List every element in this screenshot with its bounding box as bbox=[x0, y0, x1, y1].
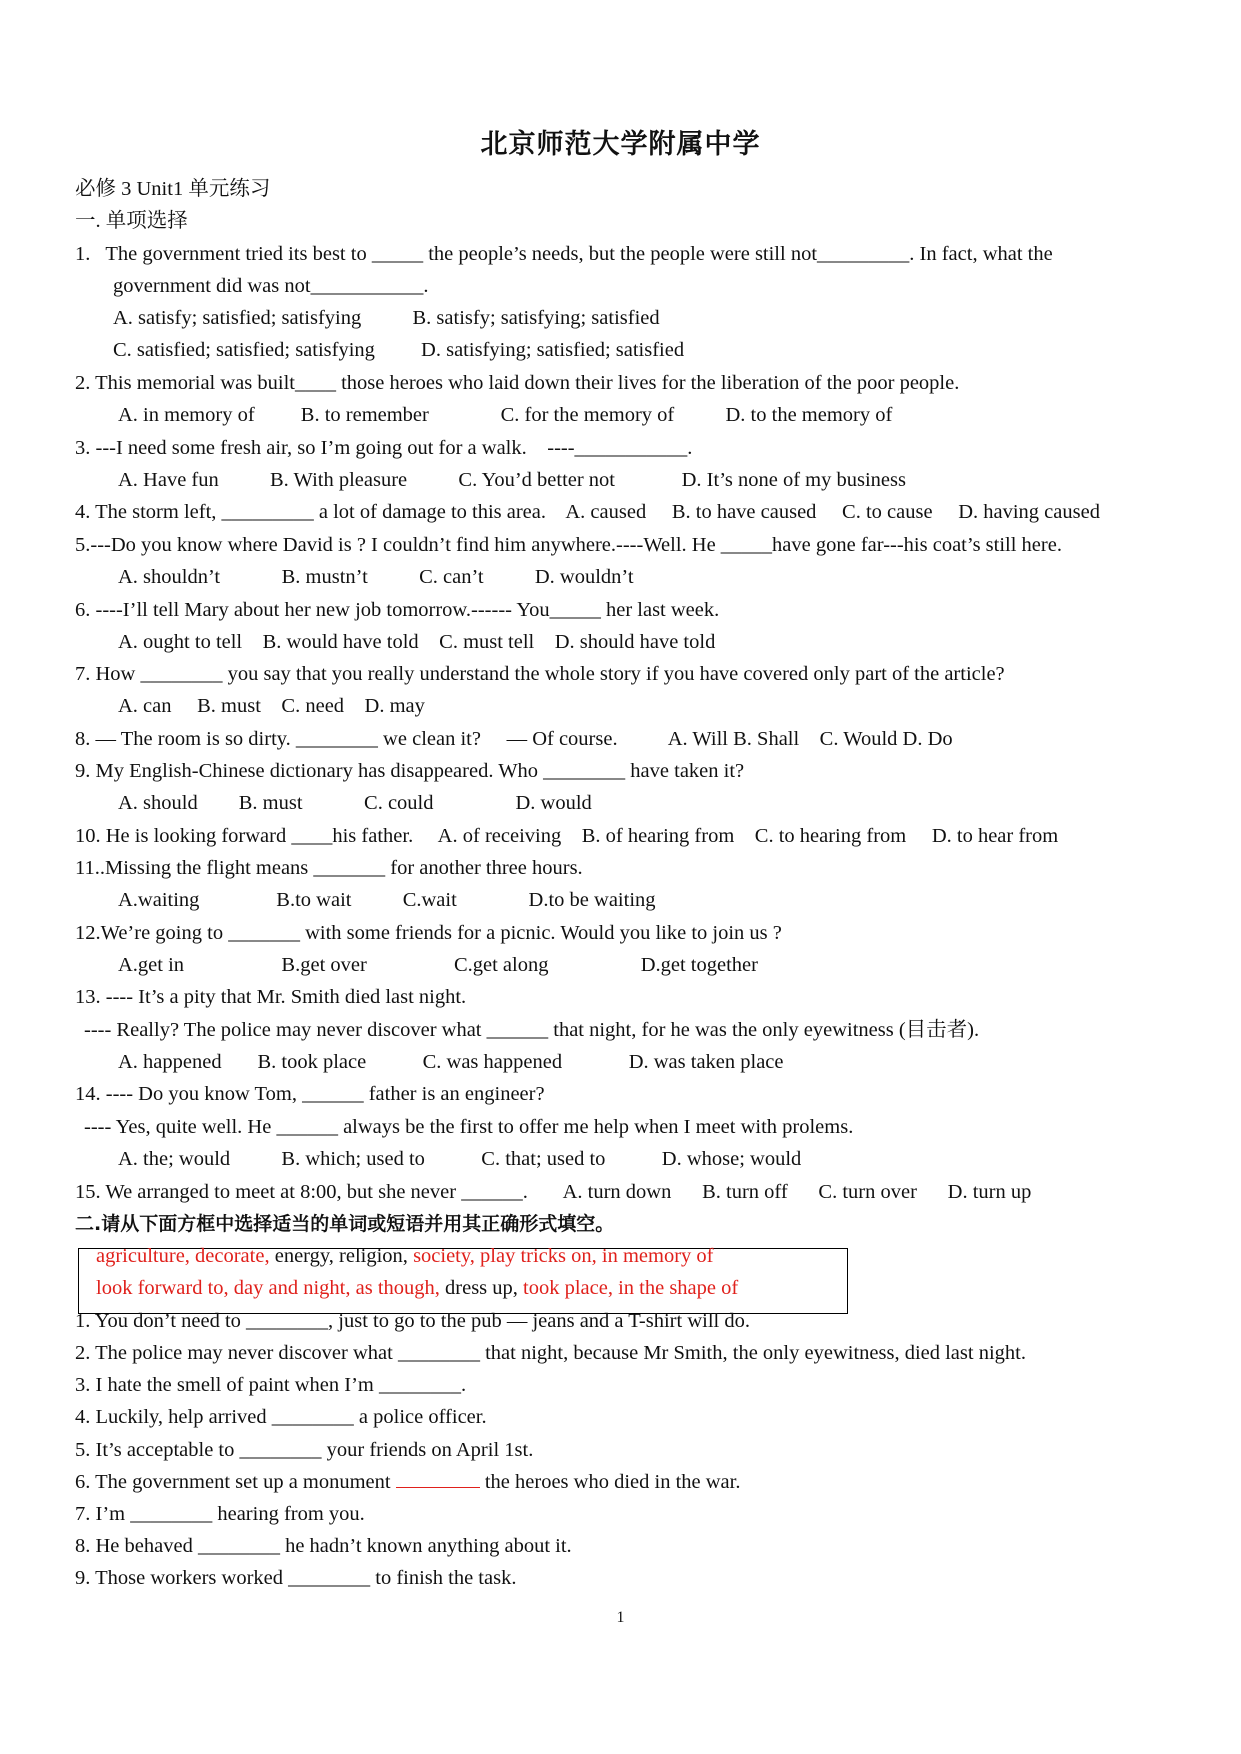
word-box-row-1 bbox=[96, 1242, 713, 1270]
question-8: 8. — The room is so dirty. ________ we clean it? — Of course. A. Will B. Shall C. Would D. Do bbox=[75, 728, 953, 750]
question-2: 2. This memorial was built____ those heroes who laid down their lives for the liberation of the poor people. bbox=[75, 372, 960, 394]
question-11: 11..Missing the flight means _______ for another three hours. bbox=[75, 857, 583, 879]
question-13-options: A. happened B. took place C. was happened D. was taken place bbox=[118, 1051, 784, 1073]
word-box-red-words: agriculture, decorate, bbox=[96, 1245, 270, 1267]
question-13: 13. ---- It’s a pity that Mr. Smith died last night. bbox=[75, 986, 467, 1008]
word-box-black-words: dress up, bbox=[439, 1277, 524, 1299]
question-6: 6. ----I’ll tell Mary about her new job tomorrow.------ You_____ her last week. bbox=[75, 599, 720, 621]
fill-in-5: 5. It’s acceptable to ________ your friends on April 1st. bbox=[75, 1439, 534, 1461]
word-box-red-words: society, play tricks on, in memory of bbox=[413, 1245, 714, 1267]
section-1-heading: 一. 单项选择 bbox=[75, 210, 188, 232]
question-7: 7. How ________ you say that you really understand the whole story if you have covered only part of the article? bbox=[75, 663, 1005, 685]
question-3: 3. ---I need some fresh air, so I’m going out for a walk. ----___________. bbox=[75, 437, 693, 459]
question-5-options: A. shouldn’t B. mustn’t C. can’t D. wouldn’t bbox=[118, 566, 634, 588]
question-2-options: A. in memory of B. to remember C. for the memory of D. to the memory of bbox=[118, 404, 893, 426]
section-2-heading: 二.请从下面方框中选择适当的单词或短语并用其正确形式填空。 bbox=[75, 1213, 615, 1235]
question-11-options: A.waiting B.to wait C.wait D.to be waiting bbox=[118, 889, 656, 911]
question-1-cont: government did was not___________. bbox=[113, 275, 429, 297]
question-14-reply: ---- Yes, quite well. He ______ always be the first to offer me help when I meet with prolems. bbox=[84, 1116, 854, 1138]
fill-in-6 bbox=[75, 1468, 740, 1496]
question-4: 4. The storm left, _________ a lot of damage to this area. A. caused B. to have caused C. to cause D. having caused bbox=[75, 501, 1100, 523]
question-10: 10. He is looking forward ____his father. A. of receiving B. of hearing from C. to hearing from D. to hear from bbox=[75, 825, 1059, 847]
question-12: 12.We’re going to _______ with some friends for a picnic. Would you like to join us ? bbox=[75, 922, 782, 944]
question-9: 9. My English-Chinese dictionary has disappeared. Who ________ have taken it? bbox=[75, 760, 745, 782]
word-box-row-2 bbox=[96, 1274, 738, 1302]
red-blank-line bbox=[396, 1469, 480, 1488]
word-box-red-words: took place, in the shape of bbox=[523, 1277, 739, 1299]
word-box-black-words: energy, religion, bbox=[269, 1245, 414, 1267]
question-6-options: A. ought to tell B. would have told C. must tell D. should have told bbox=[118, 631, 716, 653]
question-13-reply: ---- Really? The police may never discover what ______ that night, for he was the only eyewitness (目击者). bbox=[84, 1019, 980, 1041]
question-15: 15. We arranged to meet at 8:00, but she never ______. A. turn down B. turn off C. turn over D. turn up bbox=[75, 1181, 1032, 1203]
question-3-options: A. Have fun B. With pleasure C. You’d better not D. It’s none of my business bbox=[118, 469, 906, 491]
question-14: 14. ---- Do you know Tom, ______ father is an engineer? bbox=[75, 1083, 545, 1105]
fill-in-8: 8. He behaved ________ he hadn’t known anything about it. bbox=[75, 1535, 572, 1557]
page-number: 1 bbox=[616, 1609, 625, 1626]
fill-in-2: 2. The police may never discover what ________ that night, because Mr Smith, the only eyewitness, died last night. bbox=[75, 1342, 1026, 1364]
question-12-options: A.get in B.get over C.get along D.get together bbox=[118, 954, 758, 976]
fill-in-3: 3. I hate the smell of paint when I’m ________. bbox=[75, 1374, 467, 1396]
question-1-options-cd: C. satisfied; satisfied; satisfying D. satisfying; satisfied; satisfied bbox=[113, 339, 685, 361]
fill-in-6-end: the heroes who died in the war. bbox=[479, 1471, 741, 1493]
fill-in-1: 1. You don’t need to ________, just to go to the pub — jeans and a T-shirt will do. bbox=[75, 1310, 750, 1332]
question-9-options: A. should B. must C. could D. would bbox=[118, 792, 592, 814]
fill-in-9: 9. Those workers worked ________ to finish the task. bbox=[75, 1567, 517, 1589]
question-7-options: A. can B. must C. need D. may bbox=[118, 695, 425, 717]
fill-in-6-start: 6. The government set up a monument bbox=[75, 1471, 396, 1493]
question-1: 1. The government tried its best to _____ the people’s needs, but the people were still not_________. In fact, what the bbox=[75, 243, 1053, 265]
question-14-options: A. the; would B. which; used to C. that; used to D. whose; would bbox=[118, 1148, 802, 1170]
page-title: 北京师范大学附属中学 bbox=[480, 129, 761, 160]
fill-in-4: 4. Luckily, help arrived ________ a police officer. bbox=[75, 1406, 487, 1428]
question-5: 5.---Do you know where David is ? I couldn’t find him anywhere.----Well. He _____have gone far---his coat’s still here. bbox=[75, 534, 1062, 556]
question-1-options-ab: A. satisfy; satisfied; satisfying B. satisfy; satisfying; satisfied bbox=[113, 307, 660, 329]
subtitle: 必修 3 Unit1 单元练习 bbox=[75, 178, 271, 200]
fill-in-7: 7. I’m ________ hearing from you. bbox=[75, 1503, 365, 1525]
word-box-red-words: look forward to, day and night, as though, bbox=[96, 1277, 440, 1299]
